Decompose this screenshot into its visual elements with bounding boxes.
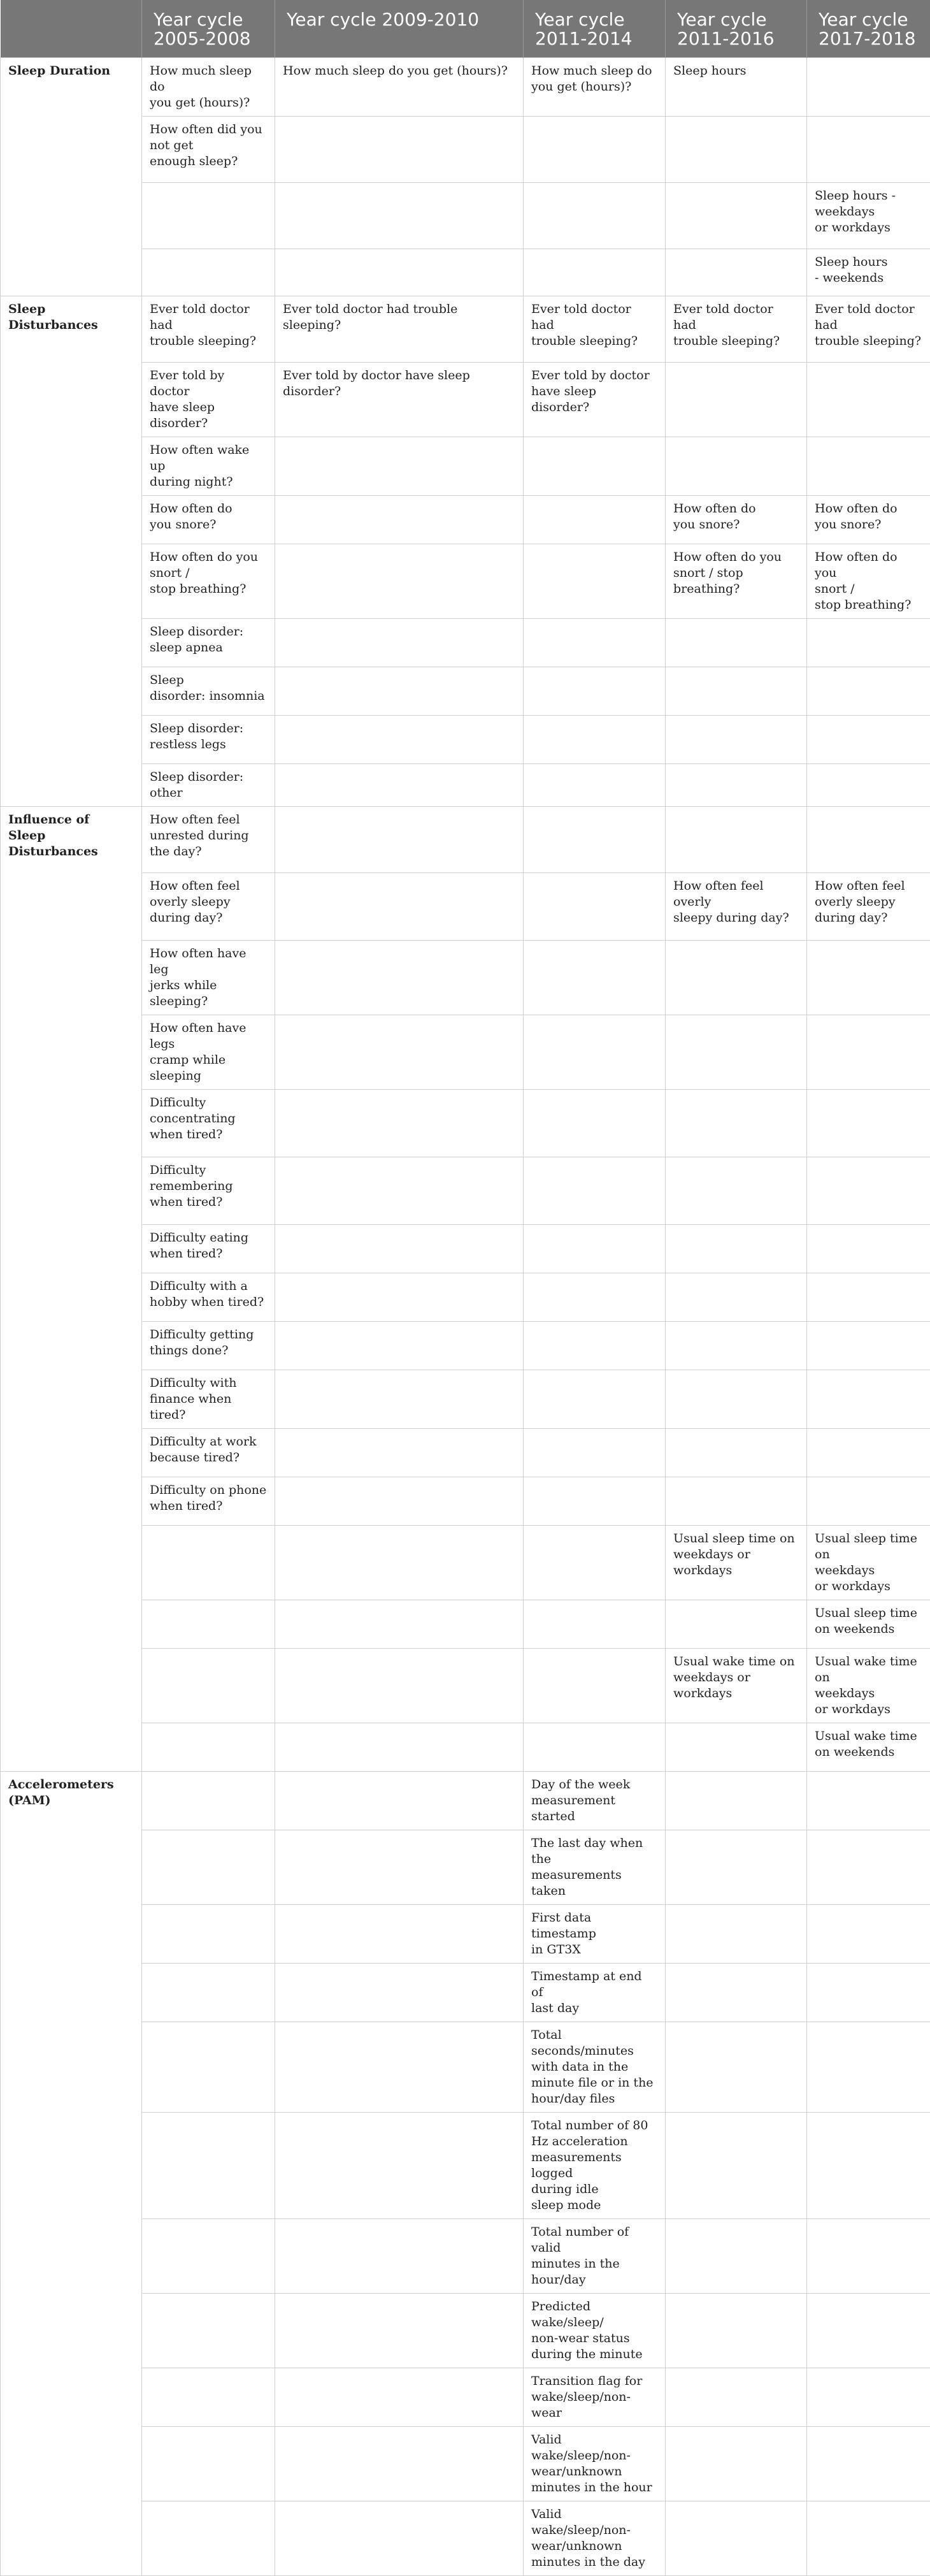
table-cell — [666, 1015, 807, 1090]
table-cell — [142, 1905, 275, 1964]
table-cell — [275, 1477, 524, 1526]
table-cell: Difficulty with a hobby when tired? — [142, 1273, 275, 1322]
table-cell — [666, 2368, 807, 2427]
table-cell — [524, 1723, 666, 1772]
table-cell — [807, 437, 930, 496]
header-year-cycle: Year cycle 2005-2008 — [142, 0, 275, 58]
table-cell — [275, 716, 524, 764]
table-cell: How much sleep do you get (hours)? — [524, 58, 666, 117]
table-cell: How often do you snore? — [666, 496, 807, 544]
table-cell — [524, 1090, 666, 1157]
table-cell — [524, 1322, 666, 1370]
table-cell — [524, 1225, 666, 1273]
table-cell: Difficulty at work because tired? — [142, 1429, 275, 1477]
table-cell: Usual sleep time on weekdays or workdays — [807, 1526, 930, 1600]
table-cell — [666, 363, 807, 437]
table-cell — [807, 2427, 930, 2501]
table-cell — [275, 1429, 524, 1477]
table-cell: The last day when the measurements taken — [524, 1830, 666, 1905]
table-cell — [524, 1157, 666, 1225]
table-cell — [807, 667, 930, 716]
header-year-cycle: Year cycle 2009-2010 — [275, 0, 524, 58]
table-cell — [142, 2219, 275, 2294]
table-cell: Usual wake time on weekends — [807, 1723, 930, 1772]
table-cell — [666, 1157, 807, 1225]
table-row — [1, 807, 930, 873]
table-cell: Transition flag for wake/sleep/non-wear — [524, 2368, 666, 2427]
table-cell: Timestamp at end of last day — [524, 1964, 666, 2022]
table-cell: Ever told doctor had trouble sleeping? — [807, 296, 930, 363]
table-cell — [666, 1830, 807, 1905]
table-cell: Total number of valid minutes in the hour/day — [524, 2219, 666, 2294]
table-cell: Ever told by doctor have sleep disorder? — [142, 363, 275, 437]
table-cell — [666, 1090, 807, 1157]
table-cell — [142, 1649, 275, 1723]
table-cell: Ever told by doctor have sleep disorder? — [275, 363, 524, 437]
table-cell — [666, 1273, 807, 1322]
table-cell — [666, 716, 807, 764]
table-cell: Usual wake time on weekdays or workdays — [807, 1649, 930, 1723]
table-cell — [275, 1225, 524, 1273]
table-cell — [807, 1322, 930, 1370]
table-cell — [666, 619, 807, 667]
table-cell — [275, 667, 524, 716]
header-corner — [1, 0, 142, 58]
table-cell: How often do you snort / stop breathing? — [142, 544, 275, 619]
table-cell — [524, 1370, 666, 1429]
table-cell — [807, 941, 930, 1015]
table-cell: How often do you snort / stop breathing? — [807, 544, 930, 619]
header-row — [1, 0, 930, 58]
table-cell — [807, 2219, 930, 2294]
table-cell: How often do you snore? — [142, 496, 275, 544]
table-cell — [807, 117, 930, 183]
table-cell — [807, 2368, 930, 2427]
table-cell — [524, 1600, 666, 1649]
table-cell: Sleep hours — [666, 58, 807, 117]
table-cell — [142, 1723, 275, 1772]
table-cell — [275, 1649, 524, 1723]
table-cell: Ever told doctor had trouble sleeping? — [666, 296, 807, 363]
table-cell — [666, 764, 807, 807]
table-cell — [666, 2022, 807, 2113]
table-cell — [807, 764, 930, 807]
table-cell — [666, 1905, 807, 1964]
table-header — [1, 0, 930, 58]
table-cell: Predicted wake/sleep/ non-wear status during the minute — [524, 2294, 666, 2368]
table-cell: Valid wake/sleep/non- wear/unknown minutes in the hour — [524, 2427, 666, 2501]
table-cell — [666, 2219, 807, 2294]
table-cell — [275, 2294, 524, 2368]
table-cell: Valid wake/sleep/non- wear/unknown minutes in the day — [524, 2501, 666, 2576]
table-cell — [666, 1477, 807, 1526]
table-cell — [666, 1429, 807, 1477]
table-cell: Difficulty on phone when tired? — [142, 1477, 275, 1526]
table-cell: How often feel unrested during the day? — [142, 807, 275, 873]
table-cell — [807, 363, 930, 437]
table-cell: Usual sleep time on weekdays or workdays — [666, 1526, 807, 1600]
table-cell — [142, 1964, 275, 2022]
table-cell — [807, 1370, 930, 1429]
table-cell — [524, 941, 666, 1015]
table-cell — [666, 807, 807, 873]
table-cell: Difficulty remembering when tired? — [142, 1157, 275, 1225]
table-cell: Ever told doctor had trouble sleeping? — [275, 296, 524, 363]
table-cell: Total seconds/minutes with data in the minute file or in the hour/day files — [524, 2022, 666, 2113]
table-cell — [275, 764, 524, 807]
table-cell: Sleep disorder: restless legs — [142, 716, 275, 764]
table-cell — [666, 1964, 807, 2022]
table-cell — [275, 117, 524, 183]
table-cell: Sleep disorder: insomnia — [142, 667, 275, 716]
table-cell — [807, 1772, 930, 1830]
table-cell — [666, 941, 807, 1015]
table-cell — [524, 1477, 666, 1526]
table-cell — [666, 2501, 807, 2576]
table-cell: Day of the week measurement started — [524, 1772, 666, 1830]
category-cell: Influence of Sleep Disturbances — [1, 807, 142, 1772]
table-cell — [275, 544, 524, 619]
header-year-cycle: Year cycle 2011-2014 — [524, 0, 666, 58]
table-cell — [275, 1157, 524, 1225]
table-cell — [807, 807, 930, 873]
table-cell — [142, 2294, 275, 2368]
table-cell — [142, 1526, 275, 1600]
table-cell — [807, 619, 930, 667]
table-cell — [666, 2294, 807, 2368]
table-cell — [275, 1015, 524, 1090]
table-cell — [666, 117, 807, 183]
table-cell — [666, 1225, 807, 1273]
table-cell — [275, 1370, 524, 1429]
table-cell — [666, 183, 807, 249]
table-cell — [142, 2368, 275, 2427]
table-cell — [142, 2022, 275, 2113]
table-cell — [807, 1964, 930, 2022]
table-cell — [524, 117, 666, 183]
table-cell: How much sleep do you get (hours)? — [142, 58, 275, 117]
table-cell — [275, 1090, 524, 1157]
table-cell: How often wake up during night? — [142, 437, 275, 496]
table-cell: Usual wake time on weekdays or workdays — [666, 1649, 807, 1723]
table-cell — [524, 807, 666, 873]
table-cell — [807, 1477, 930, 1526]
table-cell — [524, 1273, 666, 1322]
table-cell — [275, 1723, 524, 1772]
table-cell: How often feel overly sleepy during day? — [807, 873, 930, 941]
table-cell — [807, 1015, 930, 1090]
category-cell: Accelerometers (PAM) — [1, 1772, 142, 2576]
table-cell — [524, 183, 666, 249]
table-cell: Difficulty with finance when tired? — [142, 1370, 275, 1429]
table-cell — [666, 1370, 807, 1429]
table-cell: Sleep disorder: sleep apnea — [142, 619, 275, 667]
table-cell — [275, 183, 524, 249]
table-cell — [275, 1600, 524, 1649]
table-cell — [275, 2022, 524, 2113]
table-cell: How much sleep do you get (hours)? — [275, 58, 524, 117]
table-cell — [275, 807, 524, 873]
category-cell: Sleep Disturbances — [1, 296, 142, 807]
table-cell — [524, 619, 666, 667]
table-cell: How often do you snore? — [807, 496, 930, 544]
table-row — [1, 296, 930, 363]
table-cell — [275, 249, 524, 296]
table-cell — [807, 2113, 930, 2219]
table-cell — [275, 2219, 524, 2294]
table-cell — [807, 1273, 930, 1322]
table-cell — [524, 1649, 666, 1723]
table-cell — [666, 437, 807, 496]
table-cell — [142, 183, 275, 249]
table-cell — [275, 2501, 524, 2576]
table-cell — [275, 1526, 524, 1600]
table-cell — [807, 1157, 930, 1225]
table-cell: Ever told doctor had trouble sleeping? — [142, 296, 275, 363]
table-cell: Ever told by doctor have sleep disorder? — [524, 363, 666, 437]
table-cell — [275, 941, 524, 1015]
table-cell — [142, 1600, 275, 1649]
table-cell — [666, 1723, 807, 1772]
table-cell — [142, 249, 275, 296]
table-cell — [524, 667, 666, 716]
table-cell — [807, 1090, 930, 1157]
table-cell — [807, 58, 930, 117]
table-row — [1, 58, 930, 117]
table-cell — [275, 1905, 524, 1964]
header-year-cycle: Year cycle 2017-2018 — [807, 0, 930, 58]
table-cell — [275, 1830, 524, 1905]
table-cell — [524, 544, 666, 619]
table-cell — [275, 2113, 524, 2219]
table-cell — [275, 873, 524, 941]
table-cell — [807, 2294, 930, 2368]
table-cell — [524, 873, 666, 941]
table-cell — [807, 1905, 930, 1964]
table-cell — [275, 2368, 524, 2427]
table-cell — [524, 249, 666, 296]
table-cell — [275, 1772, 524, 1830]
table-cell — [666, 1772, 807, 1830]
table-cell: How often have leg jerks while sleeping? — [142, 941, 275, 1015]
table-cell: How often do you snort / stop breathing? — [666, 544, 807, 619]
table-cell — [275, 2427, 524, 2501]
table-cell — [666, 1600, 807, 1649]
table-cell: First data timestamp in GT3X — [524, 1905, 666, 1964]
table-cell: Ever told doctor had trouble sleeping? — [524, 296, 666, 363]
table-cell — [524, 1015, 666, 1090]
table-cell — [524, 437, 666, 496]
table-cell — [275, 1322, 524, 1370]
table-cell: Difficulty concentrating when tired? — [142, 1090, 275, 1157]
table-cell — [275, 496, 524, 544]
table-cell: How often have legs cramp while sleeping — [142, 1015, 275, 1090]
table-cell — [666, 2427, 807, 2501]
table-cell — [275, 1273, 524, 1322]
table-cell — [666, 249, 807, 296]
table-cell — [142, 1830, 275, 1905]
table-cell — [807, 2501, 930, 2576]
table-cell — [524, 496, 666, 544]
table-cell — [807, 1225, 930, 1273]
table-cell — [666, 2113, 807, 2219]
header-year-cycle: Year cycle 2011-2016 — [666, 0, 807, 58]
table-cell — [524, 764, 666, 807]
table-cell — [807, 1830, 930, 1905]
table-cell: Difficulty getting things done? — [142, 1322, 275, 1370]
table-cell — [807, 1429, 930, 1477]
table-row — [1, 1772, 930, 1830]
table-cell — [142, 2113, 275, 2219]
table-cell — [142, 2427, 275, 2501]
table-cell — [524, 1526, 666, 1600]
table-cell — [807, 2022, 930, 2113]
table-cell — [142, 2501, 275, 2576]
table-cell — [666, 1322, 807, 1370]
table-cell — [142, 1772, 275, 1830]
table-cell: Sleep hours - weekends — [807, 249, 930, 296]
table-cell — [275, 1964, 524, 2022]
table-cell — [275, 437, 524, 496]
table-cell — [275, 619, 524, 667]
table-cell: Sleep disorder: other — [142, 764, 275, 807]
table-body — [1, 58, 930, 2576]
table-cell: How often feel overly sleepy during day? — [666, 873, 807, 941]
table-cell — [807, 716, 930, 764]
table-cell — [524, 1429, 666, 1477]
table-cell: Total number of 80 Hz acceleration measurements logged during idle sleep mode — [524, 2113, 666, 2219]
table-cell — [524, 716, 666, 764]
table-cell: Sleep hours - weekdays or workdays — [807, 183, 930, 249]
category-cell: Sleep Duration — [1, 58, 142, 296]
table-cell — [666, 667, 807, 716]
table-cell: How often did you not get enough sleep? — [142, 117, 275, 183]
table-cell: Difficulty eating when tired? — [142, 1225, 275, 1273]
table-cell: Usual sleep time on weekends — [807, 1600, 930, 1649]
table-cell: How often feel overly sleepy during day? — [142, 873, 275, 941]
